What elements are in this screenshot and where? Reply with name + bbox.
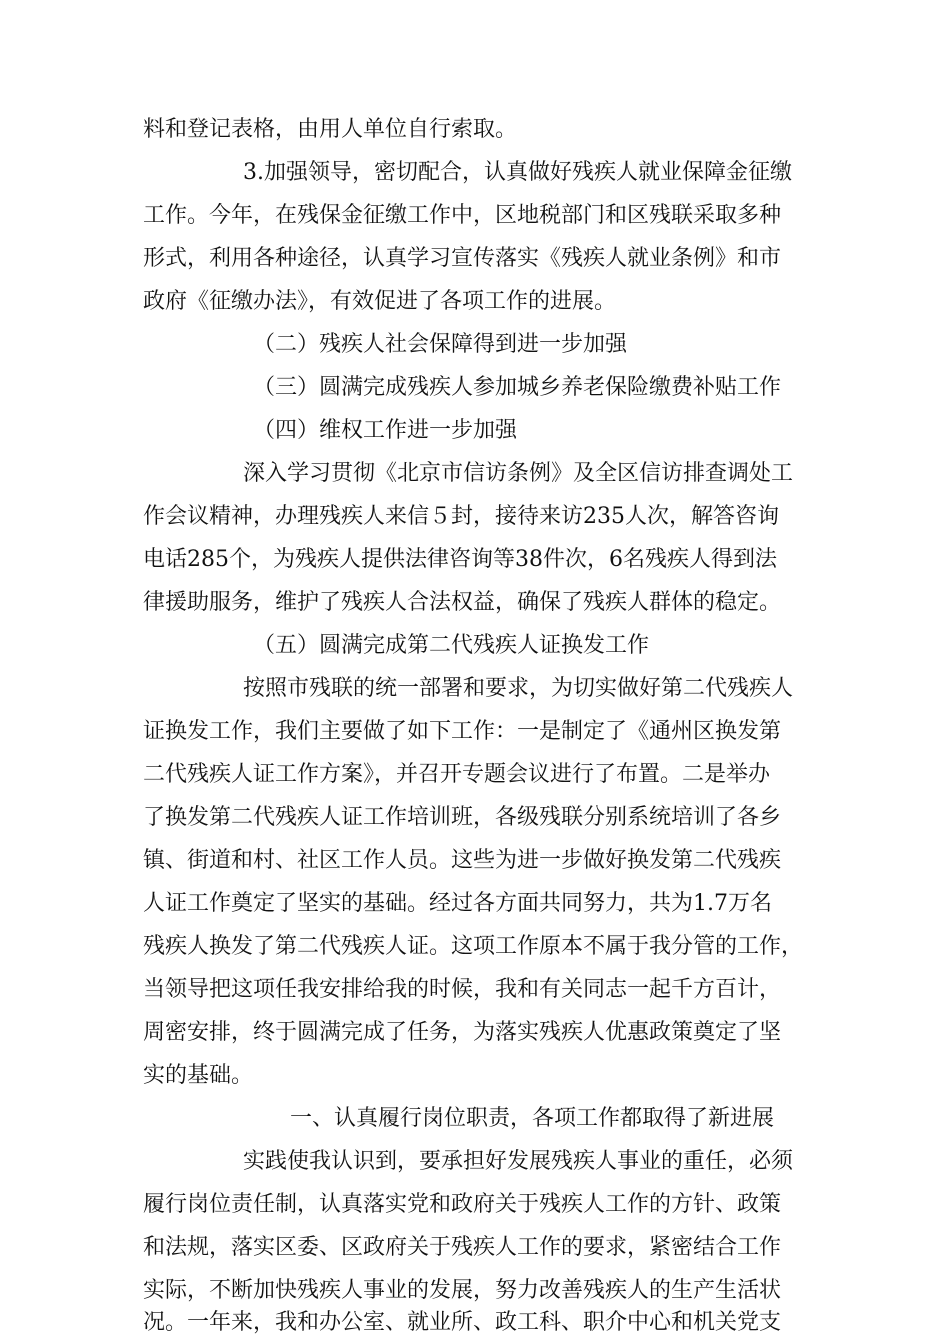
- section-heading: （二）残疾人社会保障得到进一步加强: [253, 332, 628, 357]
- text-line: 作会议精神，办理残疾人来信５封，接待来访235人次，解答咨询: [143, 504, 779, 529]
- text-line: 形式，利用各种途径，认真学习宣传落实《残疾人就业条例》和市: [143, 246, 782, 271]
- text-line: 了换发第二代残疾人证工作培训班，各级残联分别系统培训了各乡: [143, 805, 782, 830]
- text-line: 电话285个，为残疾人提供法律咨询等38件次，6名残疾人得到法: [143, 547, 777, 572]
- text-line: 当领导把这项任我安排给我的时候，我和有关同志一起千方百计，: [143, 977, 782, 1002]
- paragraph-start: 实践使我认识到，要承担好发展残疾人事业的重任，必须: [243, 1149, 794, 1174]
- section-heading: （四）维权工作进一步加强: [253, 418, 518, 443]
- chapter-heading: 一、认真履行岗位职责，各项工作都取得了新进展: [290, 1106, 775, 1131]
- text-line: 和法规，落实区委、区政府关于残疾人工作的要求，紧密结合工作: [143, 1235, 782, 1260]
- paragraph-start: 深入学习贯彻《北京市信访条例》及全区信访排查调处工: [243, 461, 794, 486]
- text-line: 二代残疾人证工作方案》，并召开专题会议进行了布置。二是举办: [143, 762, 771, 787]
- text-line: 人证工作奠定了坚实的基础。经过各方面共同努力，共为1.7万名: [143, 891, 772, 916]
- text-line: 实的基础。: [143, 1063, 254, 1088]
- text-line: 工作。今年，在残保金征缴工作中，区地税部门和区残联采取多种: [143, 203, 782, 228]
- paragraph-start: 3.加强领导，密切配合，认真做好残疾人就业保障金征缴: [243, 160, 792, 185]
- text-line: 实际，不断加快残疾人事业的发展，努力改善残疾人的生产生活状: [143, 1278, 782, 1303]
- text-line: 况。一年来，我和办公室、就业所、政工科、职介中心和机关党支: [143, 1310, 782, 1335]
- section-heading: （五）圆满完成第二代残疾人证换发工作: [253, 633, 650, 658]
- text-line: 残疾人换发了第二代残疾人证。这项工作原本不属于我分管的工作，: [143, 934, 804, 959]
- text-line: 证换发工作，我们主要做了如下工作：一是制定了《通州区换发第: [143, 719, 782, 744]
- text-line: 周密安排，终于圆满完成了任务，为落实残疾人优惠政策奠定了坚: [143, 1020, 782, 1045]
- section-heading: （三）圆满完成残疾人参加城乡养老保险缴费补贴工作: [253, 375, 782, 400]
- text-line: 履行岗位责任制，认真落实党和政府关于残疾人工作的方针、政策: [143, 1192, 782, 1217]
- text-line: 料和登记表格，由用人单位自行索取。: [143, 117, 518, 142]
- text-line: 政府《征缴办法》，有效促进了各项工作的进展。: [143, 289, 617, 314]
- text-line: 镇、街道和村、社区工作人员。这些为进一步做好换发第二代残疾: [143, 848, 782, 873]
- paragraph-start: 按照市残联的统一部署和要求，为切实做好第二代残疾人: [243, 676, 794, 701]
- text-line: 律援助服务，维护了残疾人合法权益，确保了残疾人群体的稳定。: [143, 590, 782, 615]
